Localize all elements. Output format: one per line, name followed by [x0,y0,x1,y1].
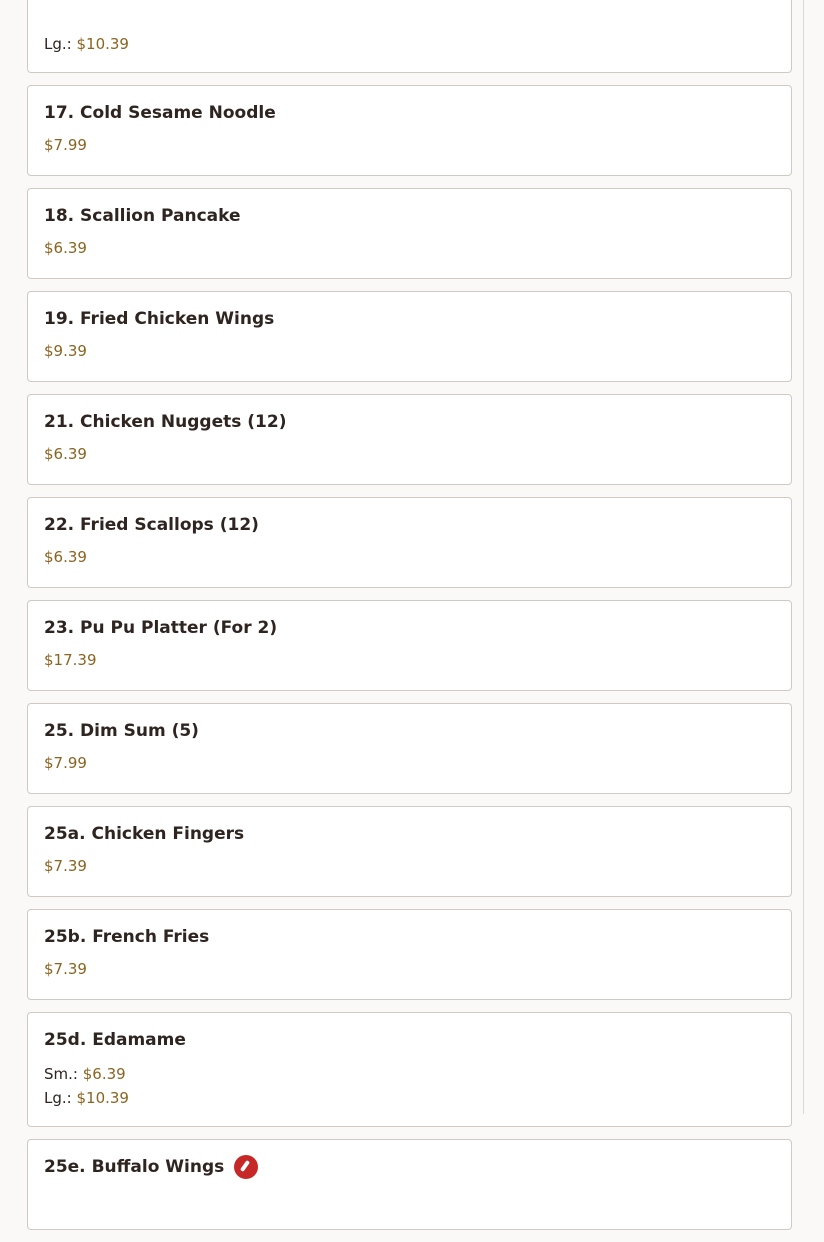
scrollbar-track[interactable] [803,0,804,1114]
menu-item-name: 18. Scallion Pancake [44,206,241,226]
menu-item-price: $7.39 [44,857,87,875]
price-size-label: Lg.: [44,35,72,53]
menu-item-name: 22. Fried Scallops (12) [44,515,259,535]
menu-item-name: 21. Chicken Nuggets (12) [44,412,287,432]
menu-item-name: 19. Fried Chicken Wings [44,309,275,329]
menu-item-name-row [44,1155,775,1179]
menu-item-name: 25d. Edamame [44,1030,186,1050]
menu-item-card[interactable] [27,806,792,897]
price-row-large [44,32,775,56]
menu-item-name: 25. Dim Sum (5) [44,721,199,741]
menu-item-card[interactable] [27,909,792,1000]
menu-item-name: 25e. Buffalo Wings [44,1157,225,1177]
menu-item-card-edamame[interactable] [27,1012,792,1127]
menu-item-list [27,0,792,1242]
menu-item-name: 25b. French Fries [44,927,210,947]
menu-item-card-partial-bottom[interactable] [27,1139,792,1230]
menu-item-price: $7.39 [44,960,87,978]
menu-item-price: $9.39 [44,342,87,360]
price-size-label: Lg.: [44,1089,72,1107]
menu-item-card[interactable] [27,703,792,794]
menu-item-price: $10.39 [76,1089,129,1107]
price-options [44,1062,775,1110]
spicy-icon [234,1155,258,1179]
menu-item-price: $6.39 [44,445,87,463]
price-row-large [44,1086,775,1110]
menu-item-price: $7.99 [44,754,87,772]
menu-item-price: $6.39 [82,1065,126,1083]
menu-item-name: 17. Cold Sesame Noodle [44,103,276,123]
menu-item-card[interactable] [27,291,792,382]
menu-item-price: $6.39 [44,548,87,566]
menu-item-card[interactable] [27,497,792,588]
menu-item-price: $10.39 [76,35,129,53]
menu-item-card[interactable] [27,600,792,691]
price-row-small [44,1062,775,1086]
price-options [44,8,775,56]
menu-item-card[interactable] [27,85,792,176]
menu-item-price: $7.99 [44,136,87,154]
menu-item-price: $17.39 [44,651,97,669]
menu-item-name: 25a. Chicken Fingers [44,824,245,844]
price-size-label: Sm.: [44,1065,78,1083]
menu-item-price: $6.39 [44,239,87,257]
menu-item-card[interactable] [27,188,792,279]
menu-item-card-partial-top[interactable] [27,0,792,73]
menu-item-card[interactable] [27,394,792,485]
menu-item-name: 23. Pu Pu Platter (For 2) [44,618,278,638]
